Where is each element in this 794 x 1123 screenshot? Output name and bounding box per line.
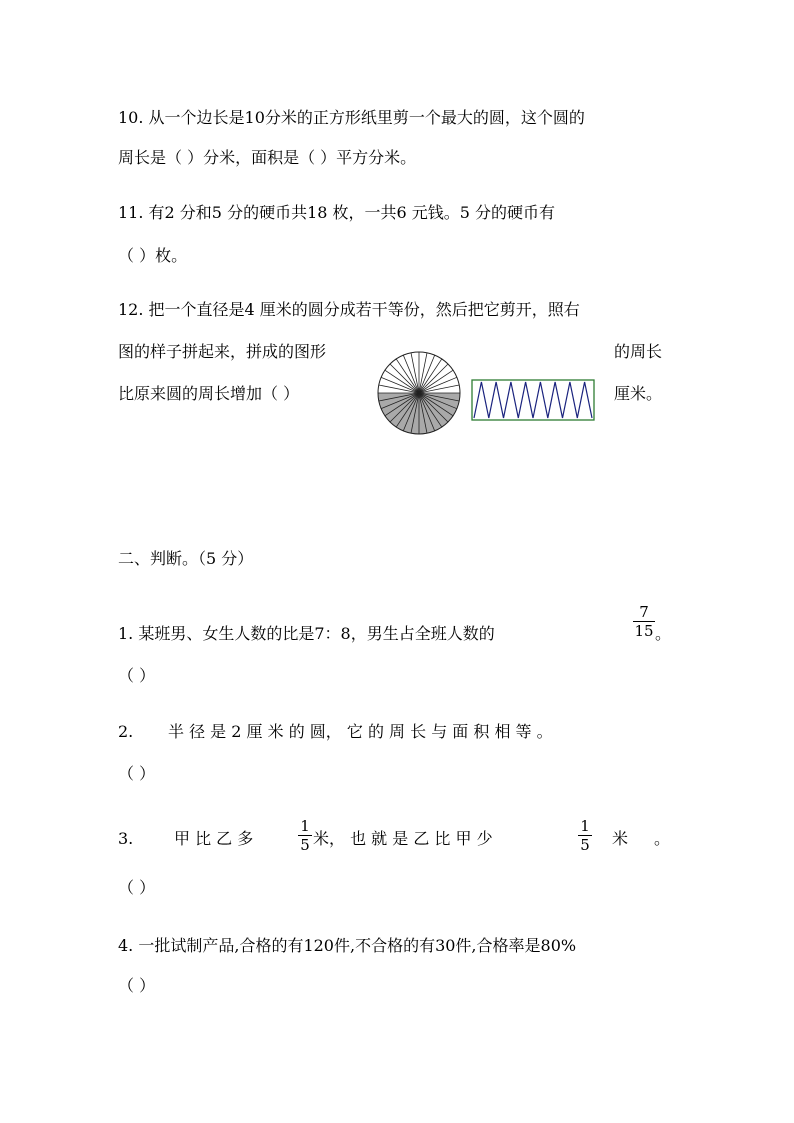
j2-text: 半 径 是 2 厘 米 的 圆， 它 的 周 长 与 面 积 相 等 。 [168, 722, 553, 741]
j3-fraction-1-denominator: 5 [300, 836, 310, 854]
j2-paren: （ ） [118, 764, 156, 783]
j3-fraction-1-numerator: 1 [300, 817, 310, 835]
j3-text-b: 米， 也 就 是 乙 比 甲 少 [313, 829, 493, 848]
j3-paren: （ ） [118, 878, 156, 897]
rearranged-sectors-figure [470, 377, 596, 423]
q12-line1: 12. 把一个直径是4 厘米的圆分成若干等份，然后把它剪开，照右 [118, 300, 580, 319]
section2-title: 二、判断。（5 分） [118, 549, 254, 568]
j4-text: 4. 一批试制产品,合格的有120件,不合格的有30件,合格率是80% [118, 936, 577, 955]
j3-text-a: 甲 比 乙 多 [174, 829, 254, 848]
j1-fraction-numerator: 7 [639, 603, 649, 621]
j3-fraction-2-numerator: 1 [580, 817, 590, 835]
sector-line [390, 364, 419, 393]
parallelogram-outline [472, 380, 594, 420]
q12-line2a: 图的样子拼起来，拼成的图形 [118, 342, 327, 361]
j1-fraction-denominator: 15 [634, 622, 654, 640]
divided-circle-figure [376, 350, 462, 436]
j1-text: 1. 某班男、女生人数的比是7：8，男生占全班人数的 [118, 624, 495, 643]
j1-end: 。 [655, 624, 672, 643]
q11-line1: 11. 有2 分和5 分的硬币共18 枚，一共6 元钱。5 分的硬币有 [118, 203, 556, 222]
q10-line2: 周长是（ ）分米，面积是（ ）平方分米。 [118, 148, 417, 167]
j3-end: 。 [654, 829, 671, 848]
j1-fraction [633, 604, 655, 639]
j4-paren: （ ） [118, 976, 156, 995]
j2-num: 2. [118, 722, 134, 741]
q11-line2: （ ）枚。 [118, 246, 188, 265]
j1-paren: （ ） [118, 666, 156, 685]
j3-num: 3. [118, 829, 134, 848]
q12-line3a: 比原来圆的周长增加（ ） [118, 384, 300, 403]
q12-line2b: 的周长 [614, 342, 663, 361]
j3-fraction-2-denominator: 5 [580, 836, 590, 854]
q10-line1: 10. 从一个边长是10分米的正方形纸里剪一个最大的圆，这个圆的 [118, 108, 585, 127]
j3-text-c: 米 [612, 829, 629, 848]
j3-fraction-2 [578, 818, 592, 853]
sector-line [419, 364, 448, 393]
j3-fraction-1 [298, 818, 312, 853]
q12-line3b: 厘米。 [614, 384, 663, 403]
